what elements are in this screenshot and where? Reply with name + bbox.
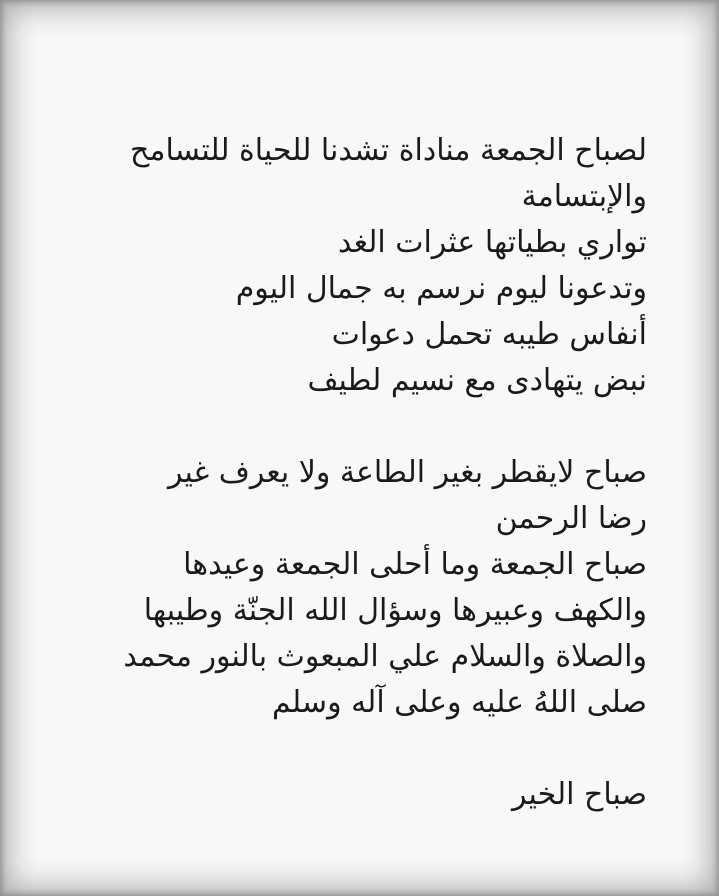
text-line: والكهف وعبيرها وسؤال الله الجنّة وطيبها — [143, 593, 647, 628]
stanza-gap — [47, 404, 647, 450]
text-line: والصلاة والسلام علي المبعوث بالنور محمد — [123, 639, 647, 674]
text-line: وتدعونا ليوم نرسم به جمال اليوم — [235, 271, 647, 306]
text-line: صباح لايقطر بغير الطاعة ولا يعرف غير — [167, 455, 647, 490]
stanza-gap — [47, 726, 647, 772]
text-line: صلى اللهُ عليه وعلى آله وسلم — [272, 685, 647, 720]
text-line: رضا الرحمن — [495, 501, 647, 536]
text-line: نبض يتهادى مع نسيم لطيف — [307, 363, 647, 398]
text-line: لصباح الجمعة مناداة تشدنا للحياة للتسامح — [130, 133, 647, 168]
poem-text — [47, 128, 647, 818]
text-line: أنفاس طيبه تحمل دعوات — [331, 317, 647, 352]
text-line: صباح الجمعة وما أحلى الجمعة وعيدها — [183, 547, 647, 582]
text-line: والإبتسامة — [521, 179, 647, 214]
closing-line: صباح الخير — [511, 777, 647, 812]
text-line: تواري بطياتها عثرات الغد — [337, 225, 647, 260]
